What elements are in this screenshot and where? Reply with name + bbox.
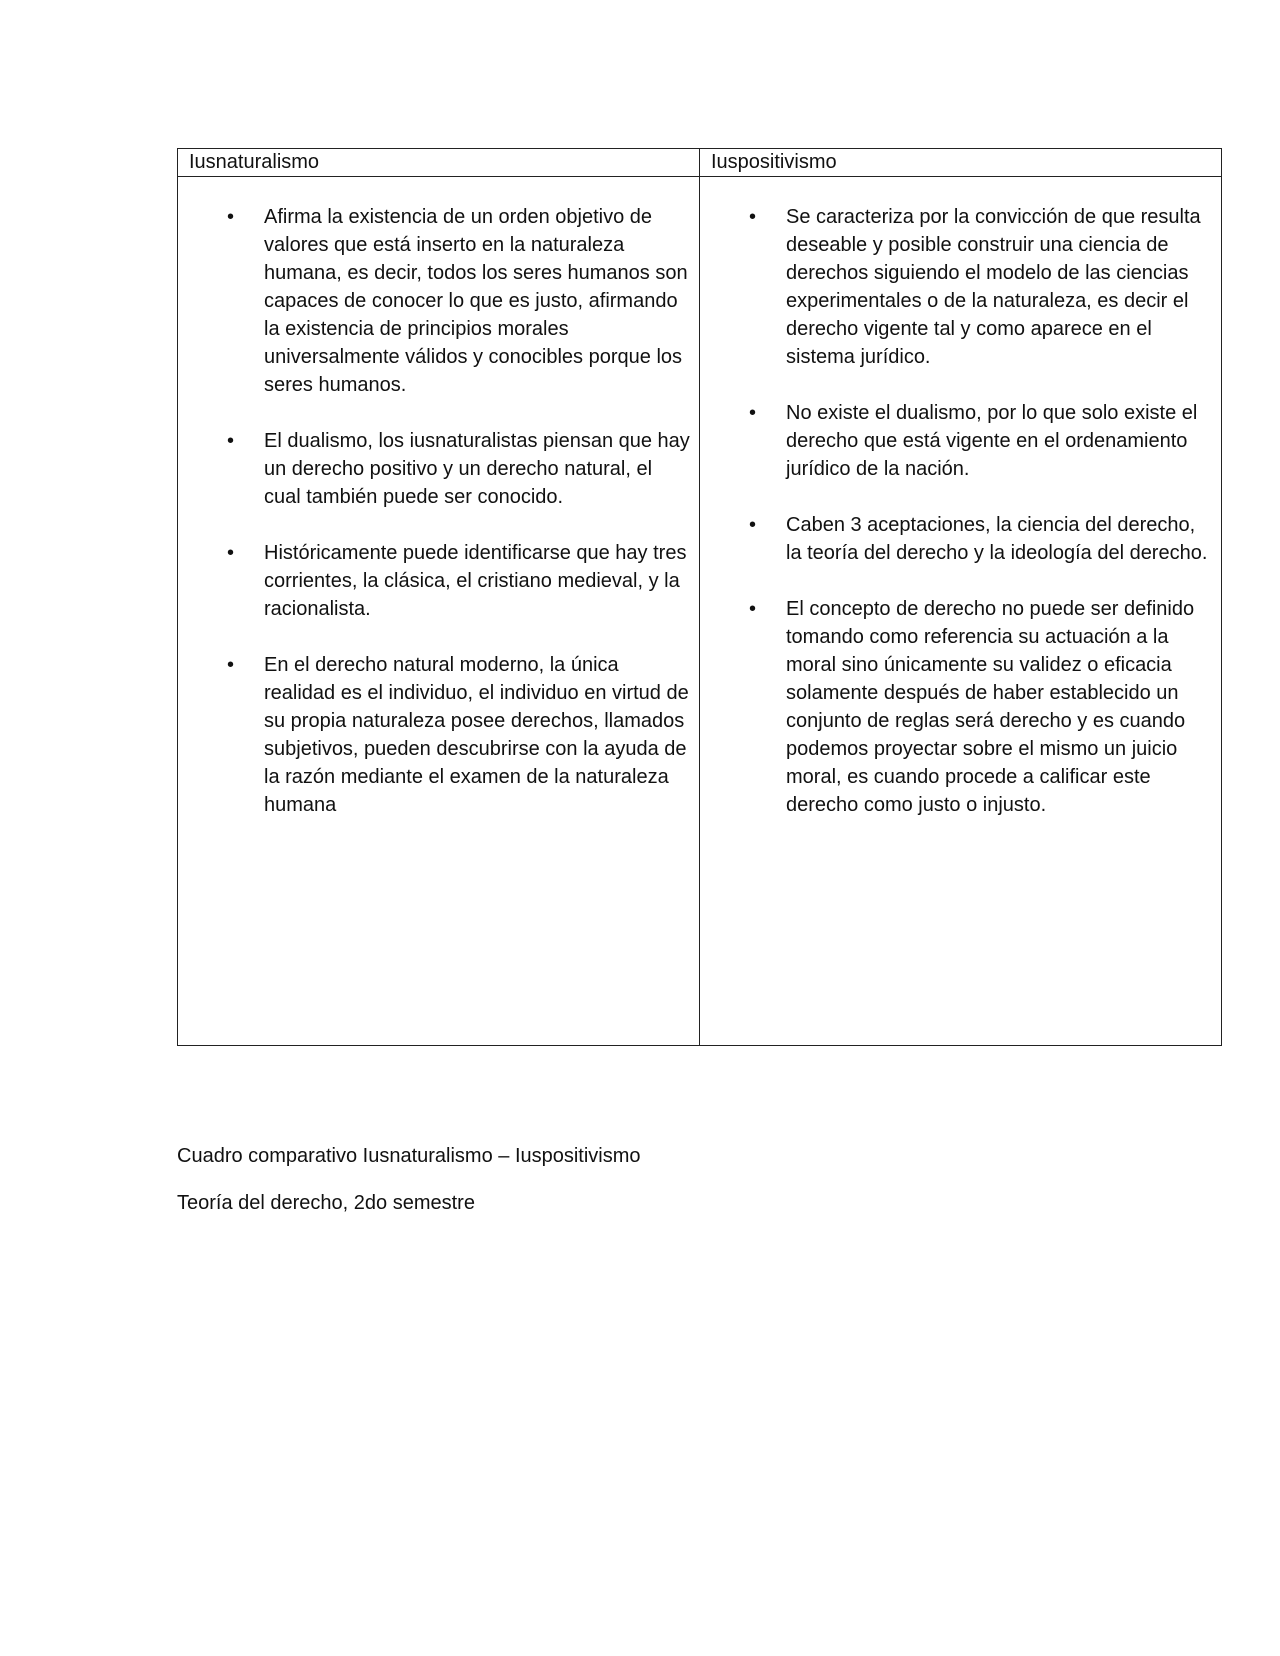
iusnaturalismo-list [178,203,699,819]
bullet-icon: • [227,206,235,228]
bullet-icon: • [749,402,757,424]
bullet-icon: • [749,598,757,620]
list-item [700,399,1221,483]
document-caption-subtitle: Teoría del derecho, 2do semestre [177,1192,475,1214]
list-item [700,203,1221,371]
bullet-icon: • [227,542,235,564]
bullet-icon: • [749,514,757,536]
list-item [178,539,699,623]
list-item [178,427,699,511]
bullet-icon: • [227,430,235,452]
list-item [700,595,1221,819]
list-item [178,651,699,819]
bullet-icon: • [749,206,757,228]
table-header-row [178,149,1222,177]
list-item-text: El dualismo, los iusnaturalistas piensan que hay un derecho positivo y un derecho natural, el cual también puede ser conocido. [264,430,690,508]
list-item-text: No existe el dualismo, por lo que solo existe el derecho que está vigente en el ordenamiento jurídico de la nación. [786,402,1198,480]
document-caption-title: Cuadro comparativo Iusnaturalismo – Iuspositivismo [177,1145,641,1167]
list-item-text: Históricamente puede identificarse que hay tres corrientes, la clásica, el cristiano medieval, y la racionalista. [264,542,687,620]
iuspositivismo-list [700,203,1221,819]
header-iuspositivismo: Iuspositivismo [700,149,1222,177]
iusnaturalismo-cell [178,177,700,1046]
list-item-text: En el derecho natural moderno, la única realidad es el individuo, el individuo en virtud de su propia naturaleza posee derechos, llamados subjetivos, pueden descubrirse con la ayuda de la razón mediante el examen de la naturaleza humana [264,654,689,816]
bullet-icon: • [227,654,235,676]
table-body-row [178,177,1222,1046]
list-item-text: Caben 3 aceptaciones, la ciencia del derecho, la teoría del derecho y la ideología del derecho. [786,514,1208,564]
header-iusnaturalismo: Iusnaturalismo [178,149,700,177]
comparison-table [177,148,1222,1046]
list-item [178,203,699,399]
list-item [700,511,1221,567]
iuspositivismo-cell [700,177,1222,1046]
list-item-text: El concepto de derecho no puede ser definido tomando como referencia su actuación a la moral sino únicamente su validez o eficacia solamente después de haber establecido un conjunto de reglas será derecho y es cuando podemos proyectar sobre el mismo un juicio moral, es cuando procede a calificar este derecho como justo o injusto. [786,598,1195,816]
list-item-text: Se caracteriza por la convicción de que resulta deseable y posible construir una ciencia de derechos siguiendo el modelo de las ciencias experimentales o de la naturaleza, es decir el derecho vigente tal y como aparece en el sistema jurídico. [786,206,1201,368]
list-item-text: Afirma la existencia de un orden objetivo de valores que está inserto en la naturaleza humana, es decir, todos los seres humanos son capaces de conocer lo que es justo, afirmando la existencia de principios morales universalmente válidos y conocibles porque los seres humanos. [264,206,688,396]
